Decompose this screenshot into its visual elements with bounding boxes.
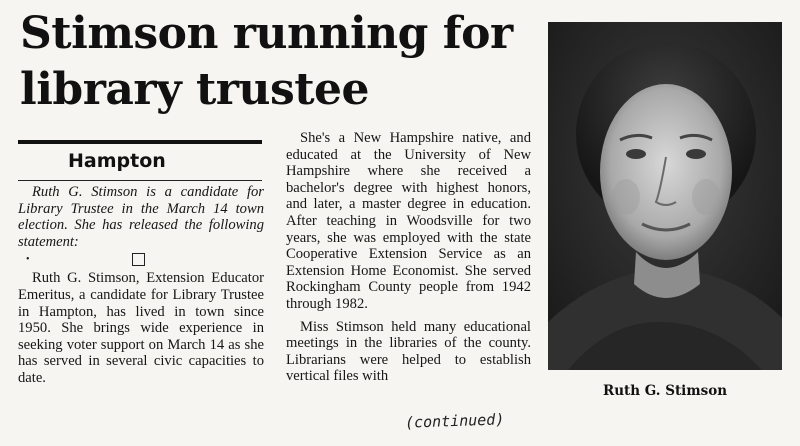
intro-paragraph: Ruth G. Stimson is a candidate for Library Trustee in the March 14 town election. She has released the following statement:	[18, 184, 264, 250]
dateline-rule	[18, 180, 262, 181]
middle-column	[286, 130, 531, 385]
headline-rule	[18, 140, 262, 144]
body-paragraph: Miss Stimson held many educational meetings in the libraries of the county. Librarians were helped to establish vertical files with	[286, 318, 531, 385]
handwritten-note: (continued)	[404, 410, 505, 432]
section-divider	[18, 250, 264, 270]
left-column	[18, 184, 264, 387]
photo-caption: Ruth G. Stimson	[602, 383, 728, 399]
headline: Stimson running for library trustee	[20, 8, 513, 115]
portrait-image	[548, 22, 782, 370]
divider-box	[132, 253, 145, 266]
portrait-photo	[548, 22, 782, 370]
body-paragraph: She's a New Hampshire native, and educated at the University of New Hampshire where she received a bachelor's degree with highest honors, and later, a master degree in education. After teaching in Woodsville for two years, she was employed with the state Cooperative Extension Service as an Extension Home Economist. She served Rockingham County people from 1942 through 1982.	[286, 130, 531, 312]
divider-dot: •	[26, 254, 30, 266]
body-paragraph: Ruth G. Stimson, Extension Educator Emeritus, a candidate for Library Trustee in Hampton, has lived in town since 1950. She brings wide experience in seeking voter support on March 14 as she has served in several civic capacities to date.	[18, 270, 264, 386]
dateline: Hampton	[68, 150, 166, 172]
